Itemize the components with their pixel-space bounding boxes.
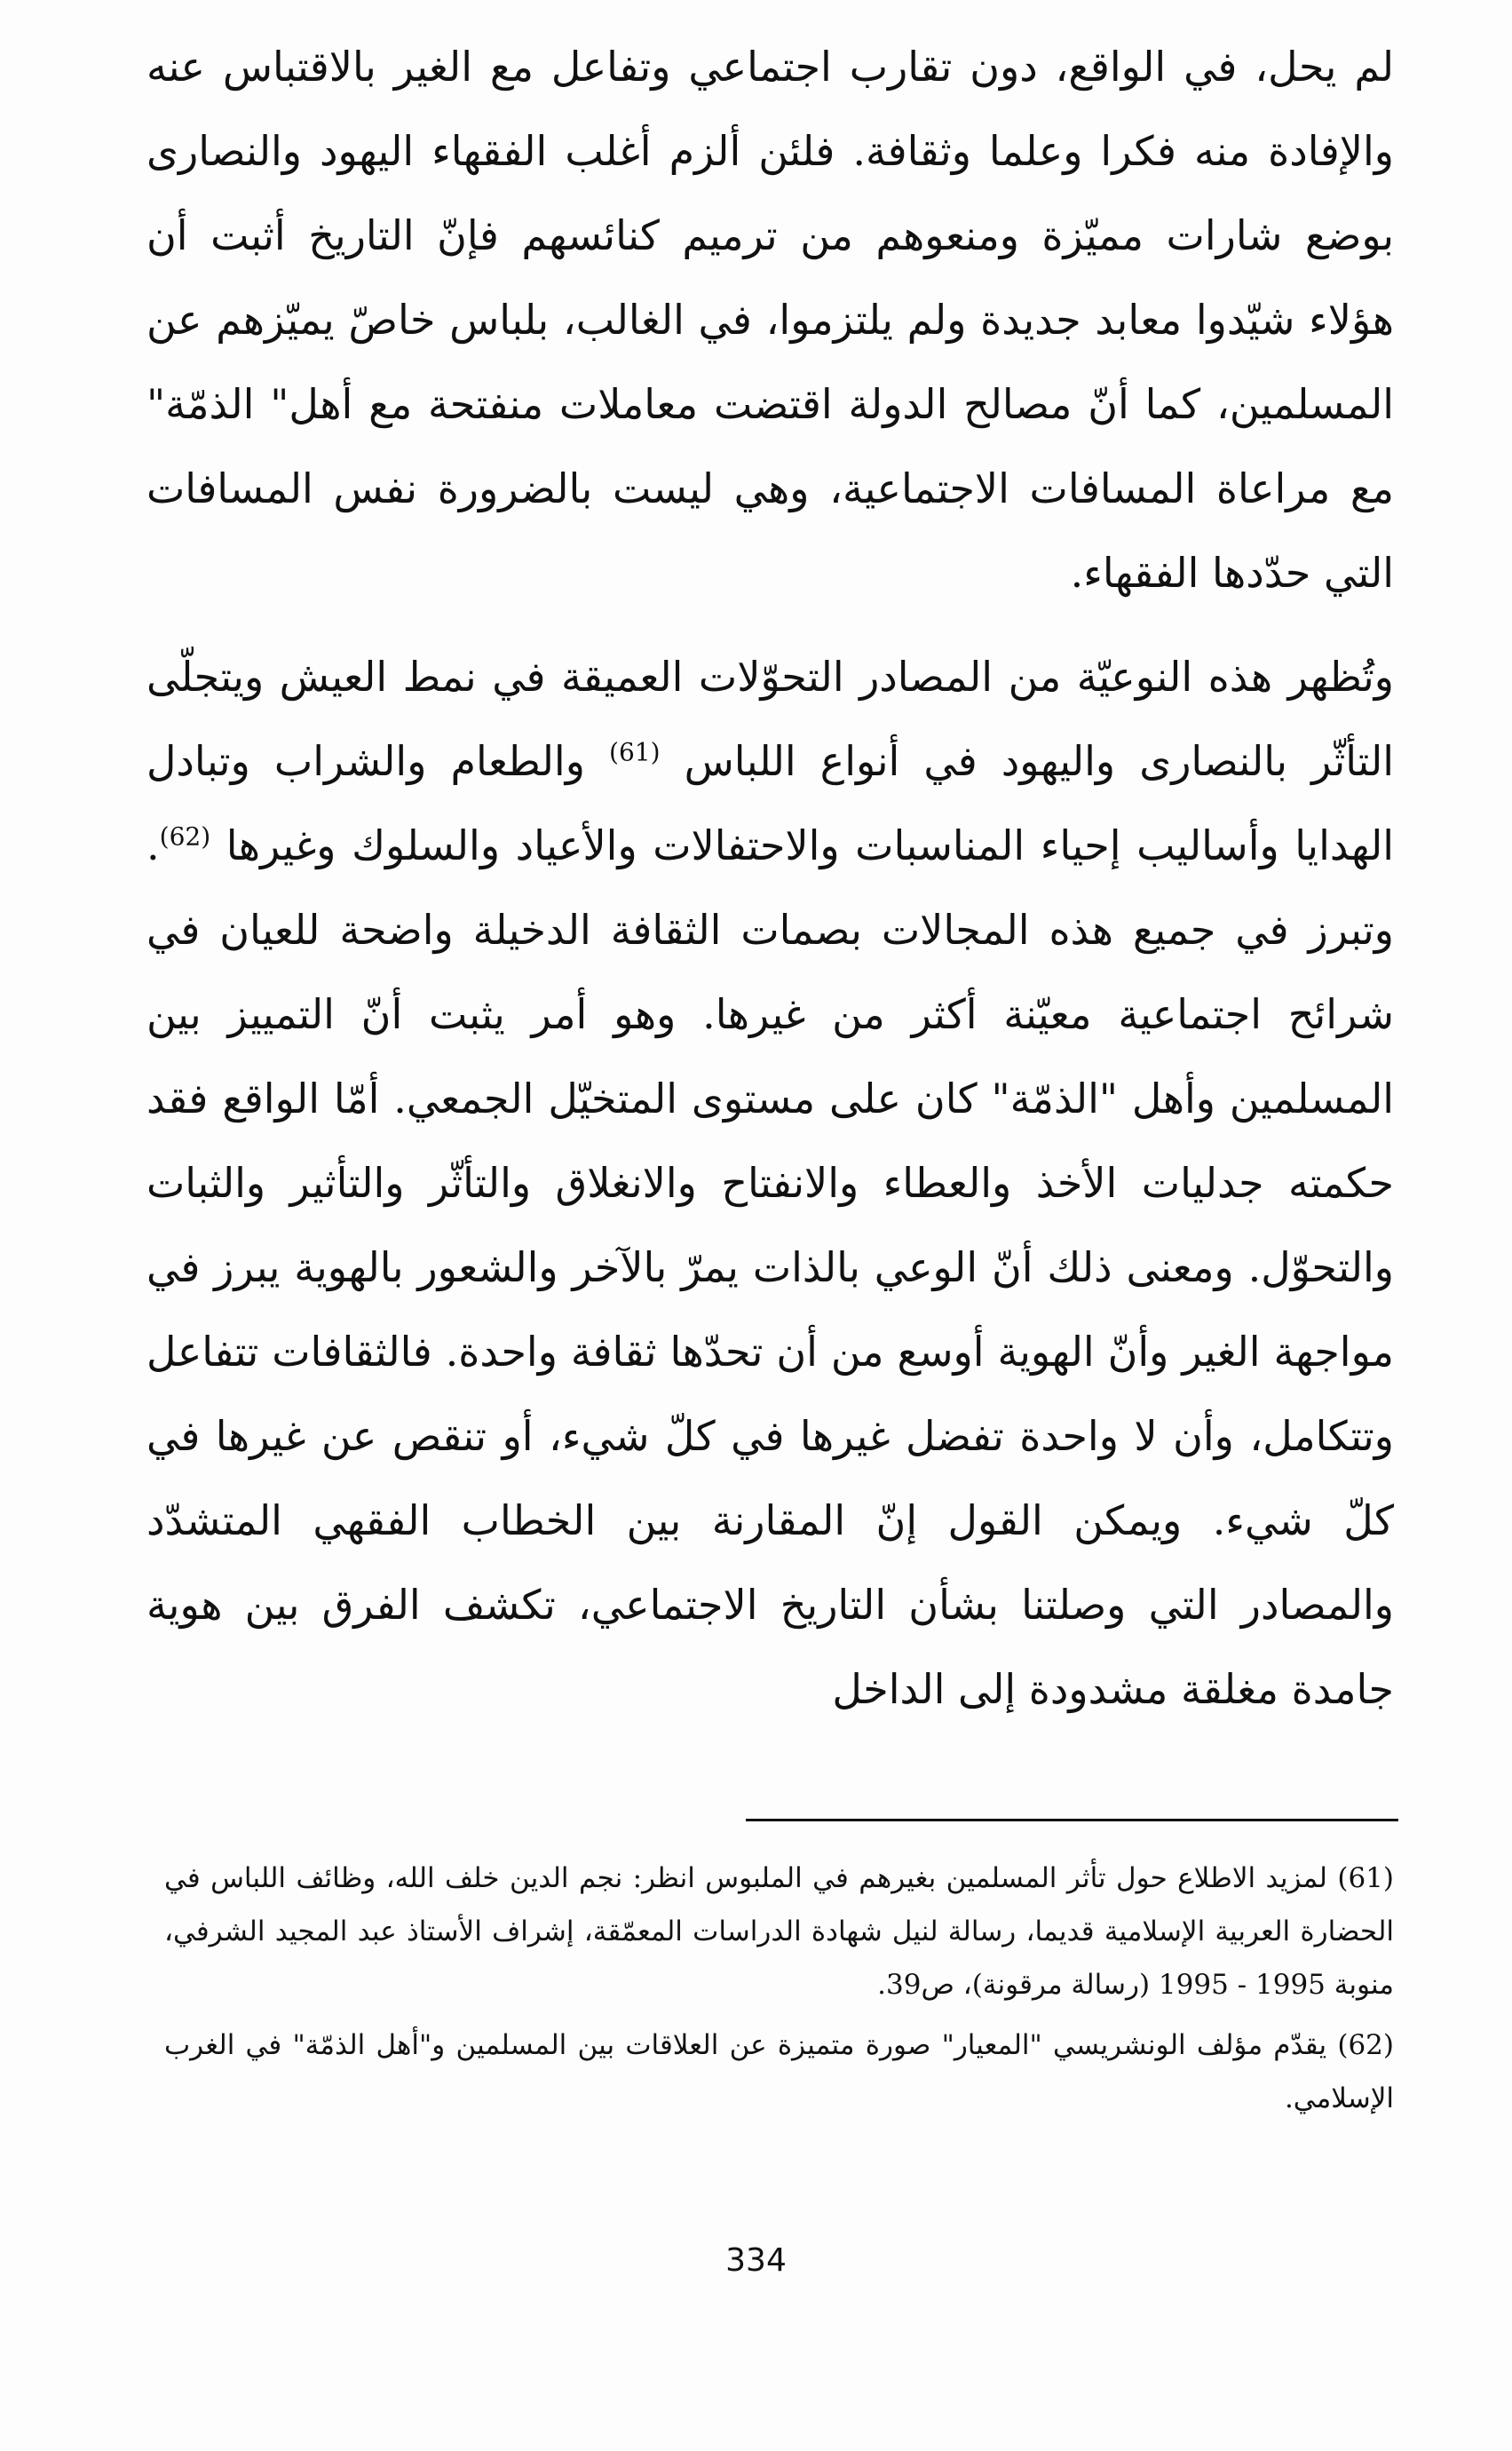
paragraph-1: لم يحل، في الواقع، دون تقارب اجتماعي وتفاعل مع الغير بالاقتباس عنه والإفادة منه فكرا وعلما وثقافة. فلئن ألزم أغلب الفقهاء اليهود والنصارى بوضع شارات مميّزة ومنعوهم من ترميم كنائسهم فإنّ التاريخ أثبت أن هؤلاء شيّدوا معابد جديدة ولم يلتزموا، في الغالب، بلباس خاصّ يميّزهم عن المسلمين، كما أنّ مصالح الدولة اقتضت معاملات منفتحة مع أهل" الذمّة" مع مراعاة المسافات الاجتماعية، وهي ليست بالضرورة نفس المسافات التي حدّدها الفقهاء. [146, 43, 1394, 597]
paragraph-2-part-1: وتُظهر هذه النوعيّة من المصادر التحوّلات العميقة في نمط العيش ويتجلّى التأثّر بالنصارى واليهود في أنواع اللباس [146, 653, 1394, 785]
paragraph-2-part-3: . وتبرز في جميع هذه المجالات بصمات الثقافة الدخيلة واضحة للعيان في شرائح اجتماعية معيّنة أكثر من غيرها. وهو أمر يثبت أنّ التمييز بين المسلمين وأهل "الذمّة" كان على مستوى المتخيّل الجمعي. أمّا الواقع فقد حكمته جدليات الأخذ والعطاء والانفتاح والانغلاق والتأثّر والتأثير والثبات والتحوّل. ومعنى ذلك أنّ الوعي بالذات يمرّ بالآخر والشعور بالهوية يبرز في مواجهة الغير وأنّ الهوية أوسع من أن تحدّها ثقافة واحدة. فالثقافات تتفاعل وتتكامل، وأن لا واحدة تفضل غيرها في كلّ شيء، أو تنقص عن غيرها في كلّ شيء. ويمكن القول إنّ المقارنة بين الخطاب الفقهي المتشدّد والمصادر التي وصلتنا بشأن التاريخ الاجتماعي، تكشف الفرق بين هوية جامدة مغلقة مشدودة إلى الداخل [146, 821, 1394, 1713]
paragraph-2 [146, 635, 1394, 1732]
footnote-62: (62) يقدّم مؤلف الونشريسي "المعيار" صورة متميزة عن العلاقات بين المسلمين و"أهل الذمّة" في الغرب الإسلامي. [164, 2029, 1394, 2114]
footnotes [164, 1852, 1394, 2125]
footnote-ref-61: (61) [609, 737, 661, 767]
page-number: 334 [725, 2242, 787, 2279]
body-text [146, 25, 1394, 1732]
footnote-61: (61) لمزيد الاطلاع حول تأثر المسلمين بغيرهم في الملبوس انظر: نجم الدين خلف الله، وظائف اللباس في الحضارة العربية الإسلامية قديما، رسالة لنيل شهادة الدراسات المعمّقة، إشراف الأستاذ عبد المجيد الشرفي، منوبة 1995 - 1995 (رسالة مرقونة)، ص39. [164, 1862, 1394, 2001]
footnote-separator [746, 1819, 1398, 1821]
paragraph-2-part-2: والطعام والشراب وتبادل الهدايا وأساليب إحياء المناسبات والاحتفالات والأعياد والسلوك وغيرها [146, 737, 1395, 869]
footnote-ref-62: (62) [159, 821, 211, 852]
